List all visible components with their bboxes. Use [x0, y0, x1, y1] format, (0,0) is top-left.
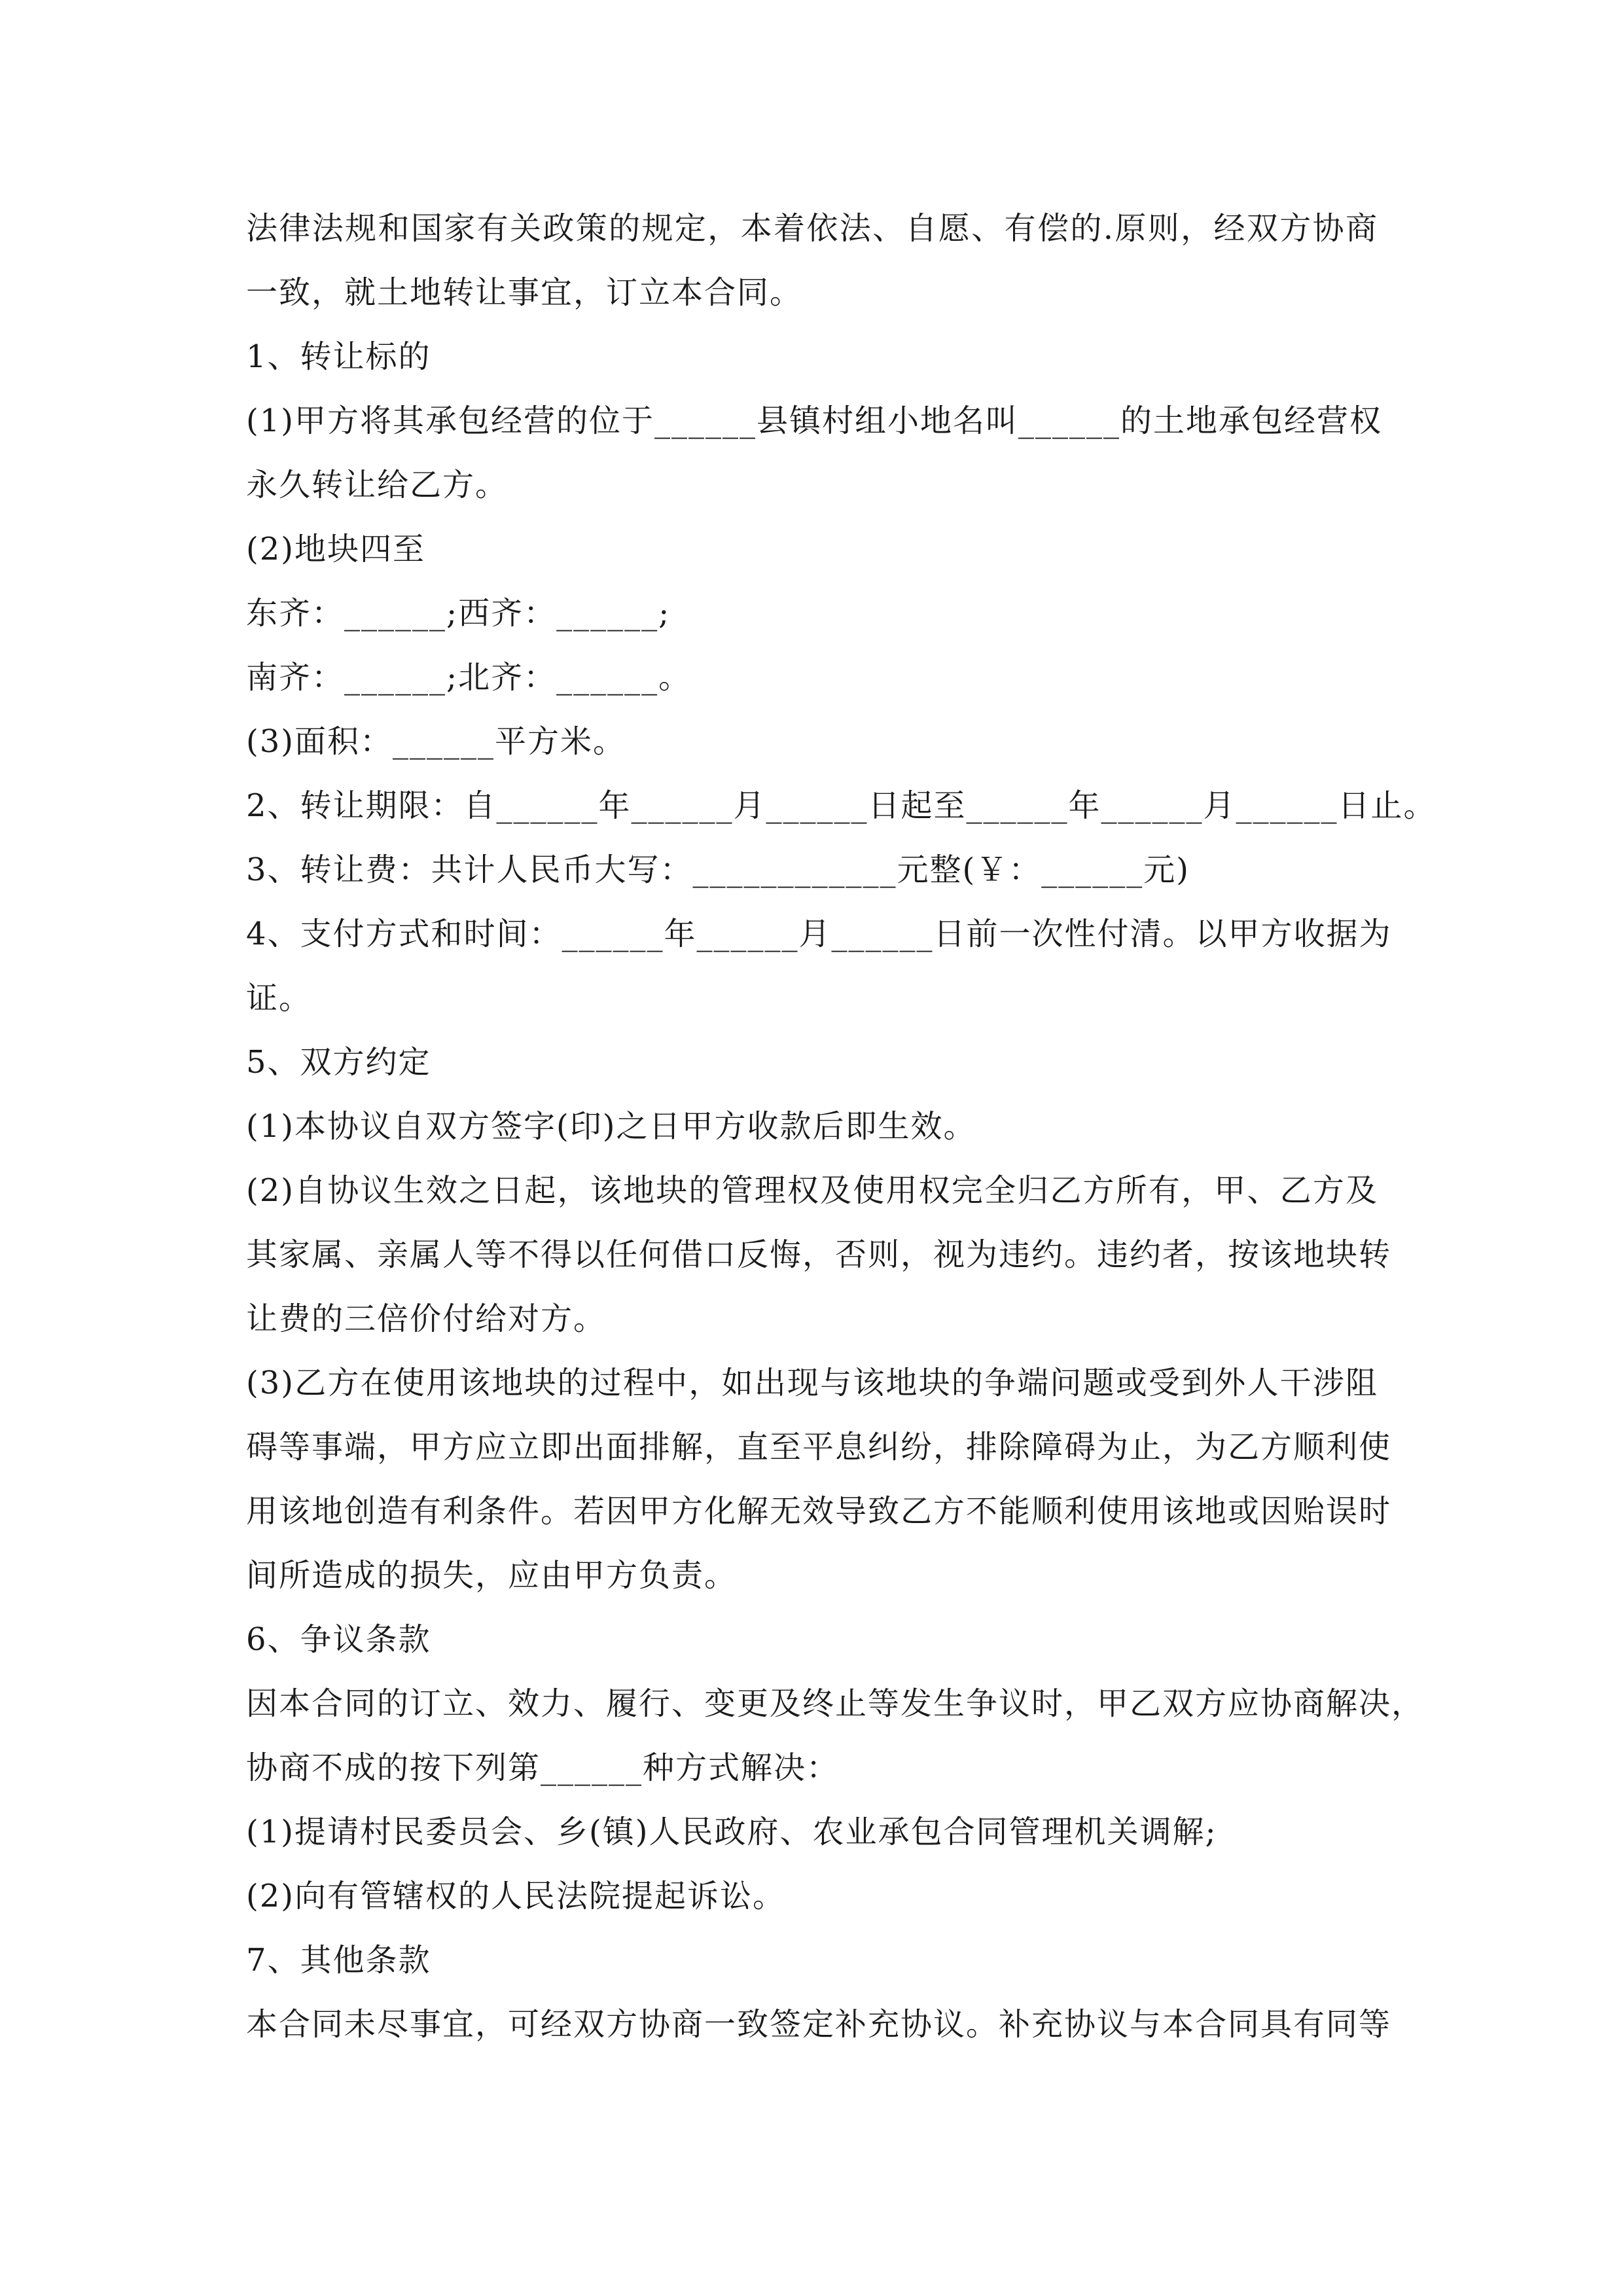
text-line: 南齐：______;北齐：______。: [246, 659, 692, 696]
text-line: 法律法规和国家有关政策的规定，本着依法、自愿、有偿的.原则，经双方协商: [246, 210, 1378, 247]
text-line: 碍等事端，甲方应立即出面排解，直至平息纠纷，排除障碍为止，为乙方顺利使: [246, 1429, 1392, 1465]
section-heading: 6、争议条款: [246, 1621, 431, 1658]
text-line: (1)甲方将其承包经营的位于______县镇村组小地名叫______的土地承包经营权: [246, 403, 1382, 439]
text-line: (2)自协议生效之日起，该地块的管理权及使用权完全归乙方所有，甲、乙方及: [246, 1172, 1378, 1209]
text-line: 一致，就土地转让事宜，订立本合同。: [246, 274, 803, 311]
text-line: (1)提请村民委员会、乡(镇)人民政府、农业承包合同管理机关调解;: [246, 1814, 1217, 1850]
text-line: 间所造成的损失，应由甲方负责。: [246, 1557, 738, 1594]
text-line: 永久转让给乙方。: [246, 467, 508, 503]
text-line: (1)本协议自双方签字(印)之日甲方收款后即生效。: [246, 1108, 976, 1145]
text-line: (3)乙方在使用该地块的过程中，如出现与该地块的争端问题或受到外人干涉阻: [246, 1365, 1378, 1401]
text-line: 因本合同的订立、效力、履行、变更及终止等发生争议时，甲乙双方应协商解决，: [246, 1685, 1425, 1722]
text-line: 3、转让费：共计人民币大写：____________元整(￥：______元): [246, 852, 1190, 888]
section-heading: 5、双方约定: [246, 1044, 431, 1081]
text-line: 其家属、亲属人等不得以任何借口反悔，否则，视为违约。违约者，按该地块转: [246, 1236, 1392, 1273]
text-line: (3)面积：______平方米。: [246, 723, 626, 760]
text-line: 让费的三倍价付给对方。: [246, 1300, 607, 1337]
text-line: 2、转让期限：自______年______月______日起至______年______月______日止。: [246, 787, 1436, 824]
section-heading: 1、转让标的: [246, 338, 431, 375]
text-line: (2)向有管辖权的人民法院提起诉讼。: [246, 1878, 785, 1914]
text-line: 用该地创造有利条件。若因甲方化解无效导致乙方不能顺利使用该地或因贻误时: [246, 1493, 1392, 1530]
contract-body: [246, 196, 1436, 2056]
text-line: 证。: [246, 980, 312, 1016]
text-line: 4、支付方式和时间：______年______月______日前一次性付清。以甲方收据为: [246, 916, 1392, 952]
text-line: 本合同未尽事宜，可经双方协商一致签定补充协议。补充协议与本合同具有同等: [246, 2006, 1392, 2043]
subsection-heading: (2)地块四至: [246, 531, 425, 567]
text-line: 东齐：______;西齐：______;: [246, 595, 671, 632]
section-heading: 7、其他条款: [246, 1942, 431, 1979]
text-line: 协商不成的按下列第______种方式解决：: [246, 1749, 840, 1786]
